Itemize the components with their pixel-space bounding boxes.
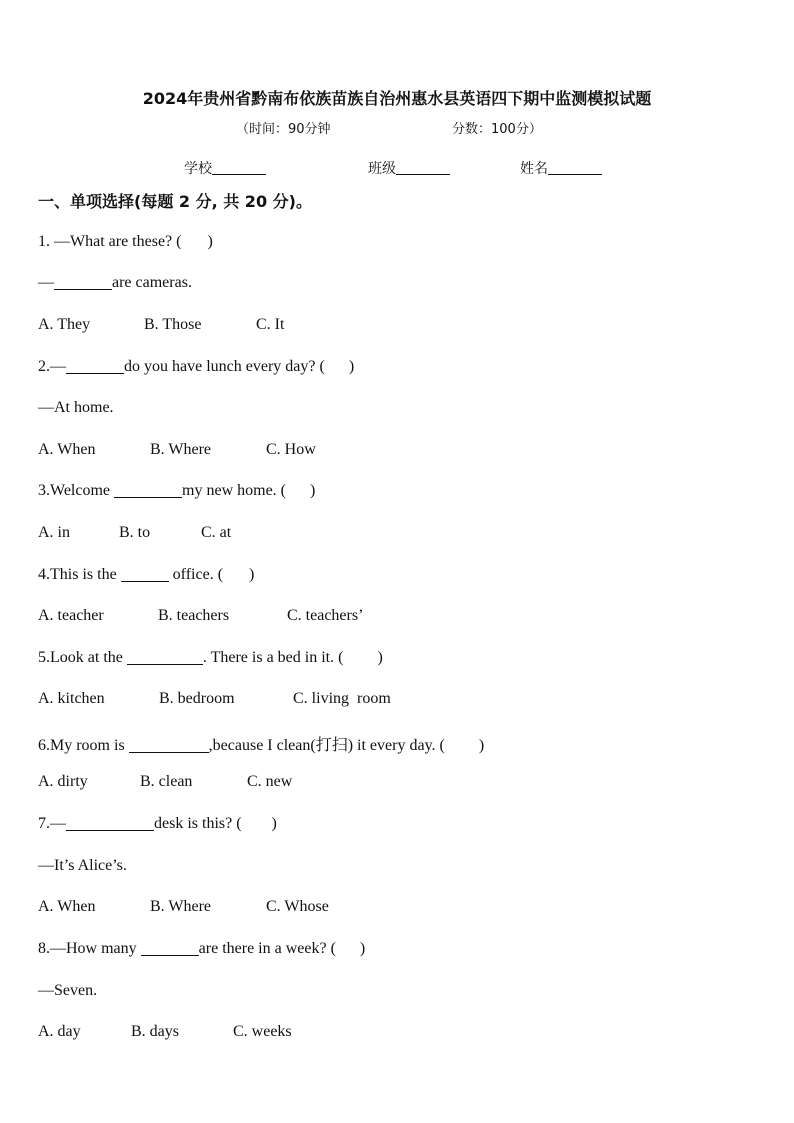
school-field <box>184 158 266 178</box>
name-blank[interactable] <box>548 160 602 175</box>
q4-text-b: office. ( <box>168 566 224 583</box>
question-1-prompt <box>38 233 213 251</box>
q1-paren-close: ) <box>207 233 213 250</box>
q7-option-a[interactable]: A. When <box>38 898 96 915</box>
q8-text-b: are there in a week? ( <box>198 940 336 957</box>
q6-paren-close: ) <box>478 737 485 754</box>
q5-blank[interactable] <box>127 649 203 665</box>
q5-paren-close: ) <box>377 649 383 666</box>
q8-option-b[interactable]: B. days <box>131 1023 179 1040</box>
school-label: 学校 <box>184 161 212 177</box>
q4-option-c[interactable]: C. teachers’ <box>287 607 364 624</box>
name-field <box>520 158 602 178</box>
question-2-reply: —At home. <box>38 399 114 416</box>
school-blank[interactable] <box>212 160 266 175</box>
q3-text-b: my new home. ( <box>182 482 286 499</box>
q3-option-a[interactable]: A. in <box>38 524 70 541</box>
q4-option-a[interactable]: A. teacher <box>38 607 104 624</box>
question-1-reply <box>38 274 192 292</box>
q7-option-c[interactable]: C. Whose <box>266 898 329 915</box>
q5-option-b[interactable]: B. bedroom <box>159 690 235 707</box>
q5-option-c[interactable]: C. living room <box>293 690 391 707</box>
q6-text-a: 6.My room is <box>38 737 129 754</box>
q5-option-a[interactable]: A. kitchen <box>38 690 105 707</box>
exam-title: 2024年贵州省黔南布依族苗族自治州惠水县英语四下期中监测模拟试题 <box>142 89 652 108</box>
q6-option-b[interactable]: B. clean <box>140 773 193 790</box>
exam-time: （时间：90分钟 <box>236 122 331 137</box>
question-8-reply: —Seven. <box>38 982 98 999</box>
q8-blank[interactable] <box>141 940 199 956</box>
q3-option-b[interactable]: B. to <box>119 524 151 541</box>
q2-paren-close: ) <box>348 358 355 375</box>
q4-option-b[interactable]: B. teachers <box>158 607 230 624</box>
q1-reply-text: are cameras. <box>112 274 192 291</box>
question-7-prompt <box>38 815 277 833</box>
q5-text-b: . There is a bed in it. ( <box>202 649 344 666</box>
q6-text-b: ,because I clean(打扫) it every day. ( <box>208 737 445 754</box>
q6-option-a[interactable]: A. dirty <box>38 773 88 790</box>
q4-text-a: 4.This is the <box>38 566 121 583</box>
q4-paren-close: ) <box>249 566 255 583</box>
section-title: 一、单项选择(每题 2 分, 共 20 分)。 <box>38 192 312 211</box>
q7-blank[interactable] <box>66 815 154 831</box>
question-8-prompt <box>38 940 365 958</box>
q2-blank[interactable] <box>66 358 124 374</box>
q1-blank[interactable] <box>54 274 112 290</box>
q2-option-c[interactable]: C. How <box>266 441 316 458</box>
q2-option-a[interactable]: A. When <box>38 441 96 458</box>
q1-option-c[interactable]: C. It <box>256 316 285 333</box>
question-7-reply: —It’s Alice’s. <box>38 857 127 874</box>
q1-reply-dash: — <box>38 274 54 291</box>
question-5-prompt <box>38 649 383 667</box>
q2-option-b[interactable]: B. Where <box>150 441 212 458</box>
exam-score: 分数：100分） <box>452 122 542 137</box>
name-label: 姓名 <box>520 161 548 177</box>
q7-paren-close: ) <box>271 815 277 832</box>
q8-option-a[interactable]: A. day <box>38 1023 81 1040</box>
q4-blank[interactable] <box>121 566 169 582</box>
q2-text: do you have lunch every day? ( <box>124 358 325 375</box>
q6-blank[interactable] <box>129 737 209 753</box>
q8-text-a: 8.—How many <box>38 940 141 957</box>
q6-option-c[interactable]: C. new <box>247 773 293 790</box>
question-4-prompt <box>38 566 254 584</box>
q7-text: desk is this? ( <box>154 815 242 832</box>
q7-option-b[interactable]: B. Where <box>150 898 212 915</box>
q3-option-c[interactable]: C. at <box>201 524 232 541</box>
class-blank[interactable] <box>396 160 450 175</box>
q1-option-b[interactable]: B. Those <box>144 316 202 333</box>
q5-text-a: 5.Look at the <box>38 649 127 666</box>
q3-text-a: 3.Welcome <box>38 482 115 499</box>
q7-number: 7.— <box>38 815 66 832</box>
class-field <box>368 158 450 178</box>
question-3-prompt <box>38 482 315 500</box>
q8-paren-close: ) <box>359 940 366 957</box>
q1-option-a[interactable]: A. They <box>38 316 91 333</box>
q3-paren-close: ) <box>310 482 316 499</box>
q2-number: 2.— <box>38 358 66 375</box>
q1-text: 1. —What are these? ( <box>38 233 182 250</box>
class-label: 班级 <box>368 161 396 177</box>
question-6-prompt <box>38 732 484 755</box>
q8-option-c[interactable]: C. weeks <box>233 1023 292 1040</box>
question-2-prompt <box>38 358 354 376</box>
q3-blank[interactable] <box>114 482 182 498</box>
